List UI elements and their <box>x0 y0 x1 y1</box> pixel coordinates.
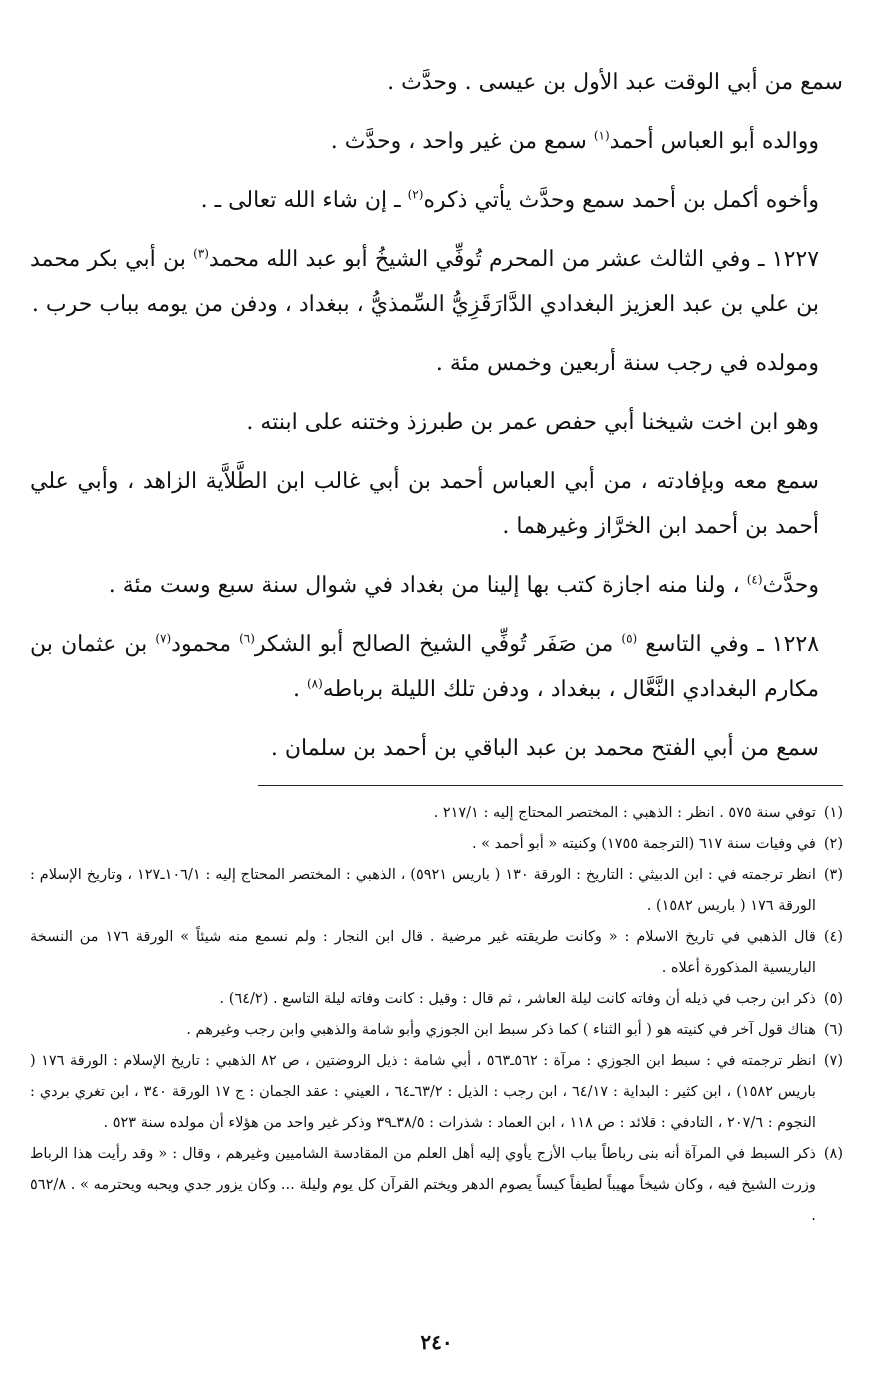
footnote-number: (٣) <box>823 867 843 883</box>
paragraph-entry-1227: ١٢٢٧ ـ وفي الثالث عشر من المحرم تُوفِّي الشيخُ أبو عبد الله محمد$^{(٣)}$ بن أبي بكر محمد بن علي بن عبد العزيز البغدادي الدَّارَقَزِيُّ السِّمذيُّ ، ببغداد ، ودفن من يومه بباب حرب . <box>30 246 820 317</box>
footnote-ref-4[interactable]: (٤) <box>746 572 763 587</box>
paragraph-6: وهو ابن اخت شيخنا أبي حفص عمر بن طبرزذ وختنه على ابنته . <box>246 410 819 435</box>
paragraph-8: وحدَّث$^{(٤)}$ ، ولنا منه اجازة كتب بها إلينا من بغداد في شوال سنة سبع وست مئة . <box>108 572 819 598</box>
footnote-divider <box>258 785 843 786</box>
footnote-1 <box>30 798 843 829</box>
footnote-4 <box>30 922 843 984</box>
footnote-ref-8[interactable]: (٨) <box>306 676 323 691</box>
footnote-ref-2[interactable]: (٢) <box>407 187 424 202</box>
footnote-text: في وفيات سنة ٦١٧ (الترجمة ١٧٥٥) وكنيته « أبو أحمد » . <box>471 836 816 852</box>
footnote-text: هناك قول آخر في كنيته هو ( أبو الثناء ) كما ذكر سبط ابن الجوزي وأبو شامة والذهبي وابن رجب وغيرهم . <box>186 1022 816 1038</box>
footnote-number: (٢) <box>823 836 843 852</box>
footnote-text: انظر ترجمته في : ابن الدبيثي : التاريخ : الورقة ١٣٠ ( باريس ٥٩٢١) ، الذهبي : المختصر المحتاج إليه : ١٠٦/١ـ١٢٧ ، وتاريخ الإسلام : الورقة ١٧٦ ( باريس ١٥٨٢) . <box>30 867 816 914</box>
paragraph-entry-1228: ١٢٢٨ ـ وفي التاسع $^{(٥)}$ من صَفَر تُوفِّي الشيخ الصالح أبو الشكر$^{(٦)}$ محمود$^{(٧)}$ بن عثمان بن مكارم البغدادي النَّعَّال ، ببغداد ، ودفن تلك الليلة برباطه$^{(٨)}$ . <box>30 631 820 702</box>
footnote-2 <box>30 829 843 860</box>
footnote-ref-3[interactable]: (٣) <box>193 246 209 261</box>
page-number: ٢٤٠ <box>420 1330 453 1354</box>
footnote-text: قال الذهبي في تاريخ الاسلام : « وكانت طريقته غير مرضية . قال ابن النجار : ولم نسمع منه شيئاً » الورقة ١٧٦ من النسخة الباريسية المذكورة أعلاه . <box>30 929 816 976</box>
footnote-number: (١) <box>823 805 843 821</box>
footnote-ref-1[interactable]: (١) <box>593 128 610 143</box>
main-text <box>30 60 843 771</box>
footnotes <box>30 798 843 1232</box>
paragraph-1: سمع من أبي الوقت عبد الأول بن عيسى . وحدَّث . <box>387 70 843 95</box>
footnote-number: (٨) <box>823 1146 843 1162</box>
footnote-text: انظر ترجمته في : سبط ابن الجوزي : مرآة : ٥٦٢ـ٥٦٣ ، أبي شامة : ذيل الروضتين ، ص ٨٢ الذهبي : تاريخ الإسلام : الورقة ١٧٦ ( باريس ١٥٨٢) ، ابن كثير : البداية : ٦٤/١٧ ، ابن رجب : الذيل : ٦٣/٢ـ٦٤ ، العيني : عقد الجمان : ج ١٧ الورقة ٣٤٠ ، ابن تغري بردي : النجوم : ٢٠٧/٦ ، التادفي : قلائد : ص ١١٨ ، ابن العماد : شذرات : ٣٨/٥ـ٣٩ وذكر غير واحد من هؤلاء أن مولده سنة ٥٢٣ . <box>30 1053 816 1131</box>
footnote-number: (٤) <box>823 929 843 945</box>
paragraph-10: سمع من أبي الفتح محمد بن عبد الباقي بن أحمد بن سلمان . <box>270 736 819 761</box>
footnote-text: ذكر السبط في المرآة أنه بنى رباطاً بباب الأزج يأوي إليه أهل العلم من المقادسة الشاميين وغيرهم ، وقال : « وقد رأيت هذا الرباط وزرت الشيخ فيه ، وكان شيخاً مهيباً لطيفاً كيساً يصوم الدهر ويختم القرآن كل يوم وليلة ... وكان يزور جدي ويحبه ويحترمه » . ٥٦٢/٨ . <box>30 1146 816 1224</box>
footnote-8 <box>30 1139 843 1232</box>
footnote-number: (٦) <box>823 1022 843 1038</box>
footnote-6 <box>30 1015 843 1046</box>
footnote-text: ذكر ابن رجب في ذيله أن وفاته كانت ليلة العاشر ، ثم قال : وقيل : كانت وفاته ليلة التاسع . (٦٤/٢) . <box>219 991 816 1007</box>
footnote-3 <box>30 860 843 922</box>
paragraph-2: ووالده أبو العباس أحمد$^{(١)}$ سمع من غير واحد ، وحدَّث . <box>330 128 819 154</box>
paragraph-5: ومولده في رجب سنة أربعين وخمس مئة . <box>435 351 819 376</box>
footnote-number: (٥) <box>823 991 843 1007</box>
paragraph-3: وأخوه أكمل بن أحمد سمع وحدَّث يأتي ذكره$^{(٢)}$ ـ إن شاء الله تعالى ـ . <box>200 187 819 213</box>
footnote-5 <box>30 984 843 1015</box>
footnote-text: توفي سنة ٥٧٥ . انظر : الذهبي : المختصر المحتاج إليه : ٢١٧/١ . <box>433 805 816 821</box>
footnote-number: (٧) <box>823 1053 843 1069</box>
footnote-7 <box>30 1046 843 1139</box>
footnote-ref-5[interactable]: (٥) <box>621 631 638 646</box>
footnote-ref-7[interactable]: (٧) <box>155 631 172 646</box>
paragraph-7: سمع معه وبإفادته ، من أبي العباس أحمد بن أبي غالب ابن الطَّلاَّية الزاهد ، وأبي علي أحمد بن أحمد ابن الخرَّاز وغيرهما . <box>30 469 819 539</box>
footnote-ref-6[interactable]: (٦) <box>239 631 255 646</box>
